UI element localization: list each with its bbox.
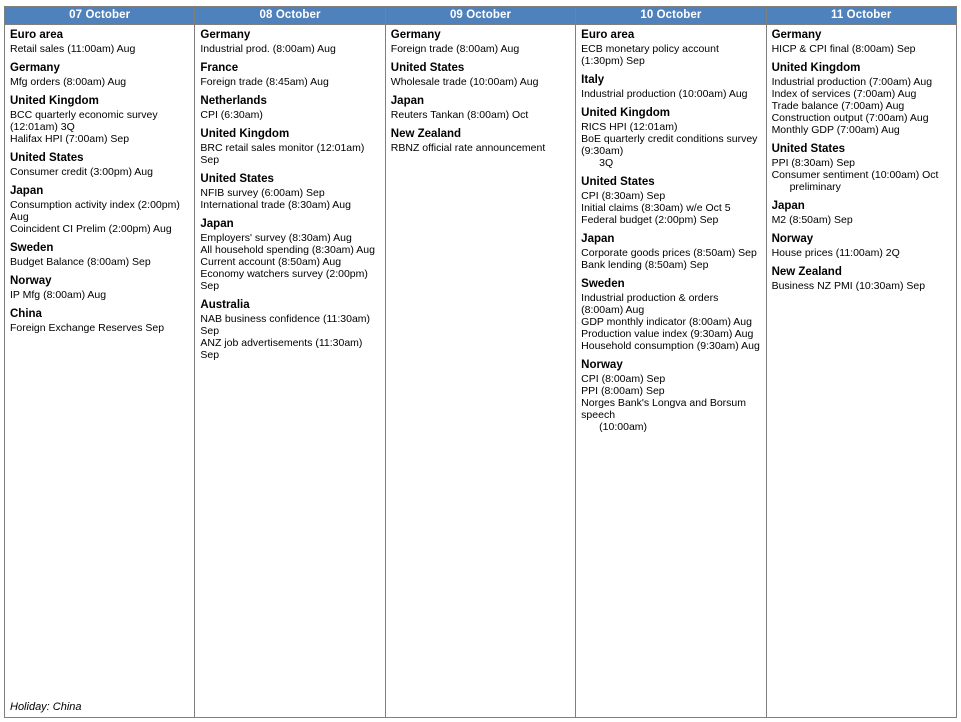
country-name: New Zealand [771, 266, 842, 278]
event-item: Bank lending (8:50am) Sep [581, 259, 709, 271]
country-block [391, 95, 570, 121]
event-item: Industrial prod. (8:00am) Aug [200, 43, 336, 55]
country-block [581, 176, 760, 226]
entries-list [391, 29, 570, 711]
event-item: Consumption activity index (2:00pm) Aug [10, 199, 180, 223]
country-name: Germany [771, 29, 822, 41]
day-body [576, 25, 765, 717]
event-item: GDP monthly indicator (8:00am) Aug [581, 316, 752, 328]
event-item: Industrial production & orders (8:00am) Aug [581, 292, 719, 316]
day-column-11-october [767, 7, 957, 717]
event-item: IP Mfg (8:00am) Aug [10, 289, 107, 301]
country-block [10, 308, 189, 334]
event-item: Norges Bank's Longva and Borsum speech [581, 397, 747, 421]
event-item: International trade (8:30am) Aug [200, 199, 351, 211]
event-item: Corporate goods prices (8:50am) Sep [581, 247, 757, 259]
event-item: House prices (11:00am) 2Q [771, 247, 900, 259]
country-block [772, 143, 951, 193]
event-item: BoE quarterly credit conditions survey (9:30am) [581, 133, 758, 157]
country-block [10, 62, 189, 88]
event-item: CPI (8:30am) Sep [581, 190, 666, 202]
country-name: United States [771, 143, 846, 155]
event-item: BRC retail sales monitor (12:01am) Sep [200, 142, 365, 166]
day-body [5, 25, 194, 717]
event-item: Initial claims (8:30am) w/e Oct 5 [581, 202, 731, 214]
entries-list [772, 29, 951, 711]
country-block [772, 29, 951, 55]
event-item: NFIB survey (6:00am) Sep [200, 187, 325, 199]
event-item: RBNZ official rate announcement [390, 142, 546, 154]
country-name: United States [390, 62, 465, 74]
calendar-grid [4, 6, 957, 718]
country-block [200, 29, 379, 55]
event-item: HICP & CPI final (8:00am) Sep [771, 43, 916, 55]
event-item: Foreign trade (8:45am) Aug [200, 76, 329, 88]
event-item: Reuters Tankan (8:00am) Oct [390, 109, 529, 121]
country-name: United Kingdom [200, 128, 290, 140]
event-item: Halifax HPI (7:00am) Sep [10, 133, 130, 145]
day-header: 07 October [5, 7, 194, 25]
entries-list [581, 29, 760, 711]
holiday-note [772, 711, 951, 713]
country-block [391, 62, 570, 88]
event-item: Mfg orders (8:00am) Aug [10, 76, 127, 88]
country-name: Germany [10, 62, 60, 74]
country-name: China [10, 308, 42, 320]
event-item: Industrial production (10:00am) Aug [581, 88, 748, 100]
holiday-note [200, 711, 379, 713]
event-item: NAB business confidence (11:30am) Sep [200, 313, 371, 337]
country-block [581, 107, 760, 169]
country-name: France [200, 62, 239, 74]
country-name: Japan [581, 233, 615, 245]
country-block [200, 299, 379, 361]
entries-list [10, 29, 189, 699]
country-name: Norway [581, 359, 623, 371]
event-item: ECB monetary policy account (1:30pm) Sep [581, 43, 719, 67]
country-block [772, 266, 951, 292]
day-column-09-october [386, 7, 576, 717]
country-name: United States [200, 173, 274, 185]
country-name: Sweden [581, 278, 625, 290]
country-name: Euro area [10, 29, 64, 41]
country-name: New Zealand [390, 128, 462, 140]
day-column-07-october [5, 7, 195, 717]
country-name: Sweden [10, 242, 54, 254]
country-block [10, 242, 189, 268]
country-name: Netherlands [200, 95, 267, 107]
country-block [10, 185, 189, 235]
event-item: Industrial production (7:00am) Aug [771, 76, 933, 88]
country-name: Germany [390, 29, 441, 41]
country-name: Norway [10, 275, 52, 287]
event-item: PPI (8:00am) Sep [581, 385, 665, 397]
country-block [581, 359, 760, 433]
day-body [386, 25, 575, 717]
event-item-continuation: (10:00am) [599, 421, 648, 433]
country-name: United Kingdom [581, 107, 670, 119]
event-item: ANZ job advertisements (11:30am) Sep [200, 337, 363, 361]
holiday-note: Holiday: China [10, 701, 82, 713]
event-item: Current account (8:50am) Aug [200, 256, 342, 268]
country-block [391, 128, 570, 154]
country-block [200, 218, 379, 292]
event-item: PPI (8:30am) Sep [771, 157, 856, 169]
event-item: Index of services (7:00am) Aug [771, 88, 917, 100]
country-block [200, 62, 379, 88]
country-block [10, 95, 189, 145]
holiday-note [581, 711, 760, 713]
country-name: Italy [581, 74, 605, 86]
event-item: M2 (8:50am) Sep [771, 214, 853, 226]
country-block [581, 29, 760, 67]
event-item-continuation: 3Q [599, 157, 614, 169]
event-item-continuation: preliminary [789, 181, 841, 193]
day-body [195, 25, 384, 717]
country-block [10, 29, 189, 55]
event-item: Federal budget (2:00pm) Sep [581, 214, 719, 226]
event-item: Household consumption (9:30am) Aug [581, 340, 760, 352]
event-item: Coincident CI Prelim (2:00pm) Aug [10, 223, 172, 235]
event-item: Consumer sentiment (10:00am) Oct [771, 169, 939, 181]
country-name: United Kingdom [10, 95, 99, 107]
country-block [10, 152, 189, 178]
country-name: Japan [200, 218, 234, 230]
event-item: Consumer credit (3:00pm) Aug [10, 166, 153, 178]
country-block [10, 275, 189, 301]
country-name: United Kingdom [771, 62, 861, 74]
country-block [200, 95, 379, 121]
day-header: 09 October [386, 7, 575, 25]
event-item: Monthly GDP (7:00am) Aug [771, 124, 900, 136]
country-name: Japan [771, 200, 805, 212]
country-name: United States [581, 176, 655, 188]
country-block [772, 233, 951, 259]
event-item: Foreign Exchange Reserves Sep [10, 322, 165, 334]
event-item: Business NZ PMI (10:30am) Sep [771, 280, 926, 292]
country-block [581, 233, 760, 271]
event-item: CPI (8:00am) Sep [581, 373, 666, 385]
day-column-08-october [195, 7, 385, 717]
day-column-10-october [576, 7, 766, 717]
country-name: Norway [771, 233, 814, 245]
country-block [581, 278, 760, 352]
country-name: Euro area [581, 29, 635, 41]
country-block [772, 62, 951, 136]
day-header: 10 October [576, 7, 765, 25]
country-block [200, 173, 379, 211]
event-item: BCC quarterly economic survey (12:01am) 3Q [10, 109, 158, 133]
country-block [200, 128, 379, 166]
country-block [391, 29, 570, 55]
day-header: 11 October [767, 7, 956, 25]
day-body [767, 25, 956, 717]
event-item: Foreign trade (8:00am) Aug [390, 43, 520, 55]
event-item: Construction output (7:00am) Aug [771, 112, 929, 124]
event-item: Trade balance (7:00am) Aug [771, 100, 905, 112]
event-item: Production value index (9:30am) Aug [581, 328, 754, 340]
country-name: United States [10, 152, 84, 164]
event-item: RICS HPI (12:01am) [581, 121, 678, 133]
country-name: Australia [200, 299, 250, 311]
country-block [581, 74, 760, 100]
event-item: Budget Balance (8:00am) Sep [10, 256, 151, 268]
entries-list [200, 29, 379, 711]
event-item: Retail sales (11:00am) Aug [10, 43, 136, 55]
event-item: Economy watchers survey (2:00pm) Sep [200, 268, 368, 292]
event-item: All household spending (8:30am) Aug [200, 244, 375, 256]
country-name: Germany [200, 29, 251, 41]
event-item: CPI (6:30am) [200, 109, 263, 121]
day-header: 08 October [195, 7, 384, 25]
country-block [772, 200, 951, 226]
country-name: Japan [390, 95, 425, 107]
country-name: Japan [10, 185, 44, 197]
event-item: Wholesale trade (10:00am) Aug [390, 76, 539, 88]
holiday-note [391, 711, 570, 713]
event-item: Employers' survey (8:30am) Aug [200, 232, 352, 244]
